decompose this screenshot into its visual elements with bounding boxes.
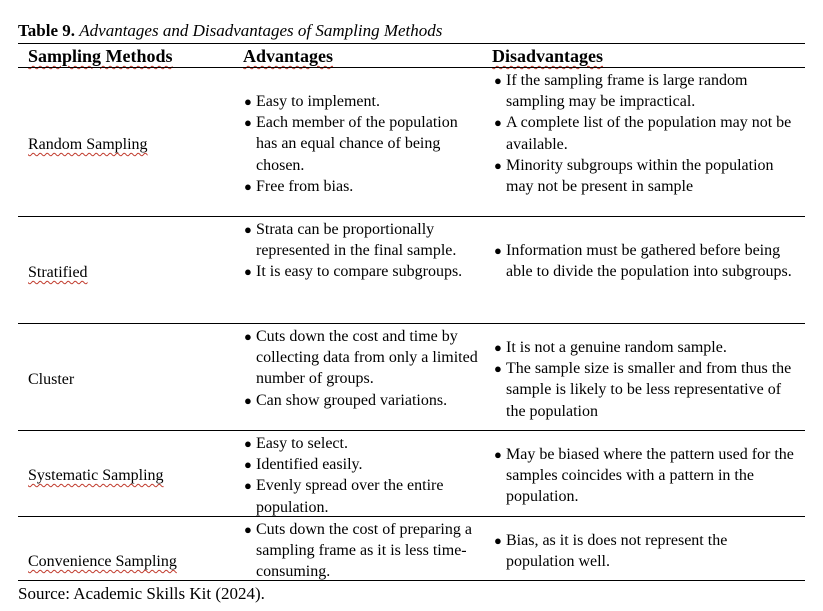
list-item: ● The sample size is smaller and from thus the sample is likely to be less representative of the population bbox=[494, 360, 792, 420]
table-top-rule bbox=[18, 43, 805, 44]
row-cluster-advantages bbox=[244, 326, 480, 411]
table-title: Advantages and Disadvantages of Sampling Methods bbox=[79, 21, 443, 40]
list-item: ● May be biased where the pattern used for the samples coincides with a pattern in the population. bbox=[494, 446, 794, 506]
header-advantages: Advantages bbox=[243, 46, 334, 66]
row-systematic-sampling-advantages bbox=[244, 433, 480, 518]
list-item: ● Minority subgroups within the population may not be present in sample bbox=[494, 156, 774, 196]
bullet-icon: ● bbox=[494, 447, 502, 462]
list-item: ● Easy to select. bbox=[244, 433, 480, 454]
bullet-icon: ● bbox=[244, 115, 252, 131]
table-source: Source: Academic Skills Kit (2024). bbox=[18, 584, 265, 603]
bullet-icon: ● bbox=[494, 115, 502, 131]
list-item: ● Evenly spread over the entire population. bbox=[244, 477, 444, 516]
bullet-icon: ● bbox=[244, 436, 252, 451]
list-item: ● Can show grouped variations. bbox=[244, 390, 480, 411]
list-item: ● Identified easily. bbox=[244, 454, 480, 475]
row-stratified-disadvantages bbox=[494, 240, 794, 282]
bullet-icon: ● bbox=[494, 73, 502, 88]
row-convenience-sampling-method: Convenience Sampling bbox=[28, 553, 177, 570]
row-rule bbox=[18, 516, 805, 517]
row-rule bbox=[18, 323, 805, 324]
list-item: ● It is not a genuine random sample. bbox=[494, 337, 794, 358]
row-cluster-disadvantages bbox=[494, 337, 794, 422]
table-label: Table 9. bbox=[18, 21, 76, 40]
bullet-icon: ● bbox=[244, 522, 252, 537]
row-rule bbox=[18, 430, 805, 431]
row-convenience-sampling-advantages bbox=[244, 519, 480, 583]
row-cluster-method: Cluster bbox=[28, 371, 75, 388]
bullet-icon: ● bbox=[244, 478, 252, 494]
row-systematic-sampling-method: Systematic Sampling bbox=[28, 467, 164, 484]
bullet-icon: ● bbox=[494, 243, 502, 258]
list-item: ● Easy to implement. bbox=[244, 91, 480, 112]
row-random-sampling-disadvantages bbox=[494, 70, 794, 197]
bullet-icon: ● bbox=[244, 222, 252, 237]
list-item: ● Cuts down the cost of preparing a sampling frame as it is less time-consuming. bbox=[244, 521, 472, 581]
row-rule bbox=[18, 216, 805, 217]
list-item: ● Information must be gathered before being able to divide the population into subgroups. bbox=[494, 242, 792, 281]
header-sampling-methods: Sampling Methods bbox=[28, 46, 173, 66]
bullet-icon: ● bbox=[244, 264, 252, 280]
bullet-icon: ● bbox=[244, 329, 252, 344]
row-stratified-method: Stratified bbox=[28, 264, 88, 281]
list-item: ● If the sampling frame is large random sampling may be impractical. bbox=[494, 72, 748, 111]
row-random-sampling-method: Random Sampling bbox=[28, 136, 148, 153]
table-caption bbox=[18, 21, 442, 41]
row-random-sampling-advantages bbox=[244, 91, 480, 197]
list-item: ● Each member of the population has an equal chance of being chosen. bbox=[244, 114, 458, 174]
row-stratified-advantages bbox=[244, 219, 480, 283]
list-item: ● A complete list of the population may not be available. bbox=[494, 114, 792, 153]
row-systematic-sampling-disadvantages bbox=[494, 444, 794, 508]
list-item: ● Cuts down the cost and time by collecting data from only a limited number of groups. bbox=[244, 328, 478, 388]
header-disadvantages: Disadvantages bbox=[492, 46, 604, 66]
list-item: ● It is easy to compare subgroups. bbox=[244, 261, 480, 282]
row-convenience-sampling-disadvantages bbox=[494, 530, 794, 572]
list-item: ● Strata can be proportionally represented in the final sample. bbox=[244, 221, 457, 260]
bullet-icon: ● bbox=[244, 178, 252, 194]
bullet-icon: ● bbox=[244, 457, 252, 473]
bullet-icon: ● bbox=[244, 94, 252, 109]
header-rule bbox=[18, 67, 805, 68]
bullet-icon: ● bbox=[494, 533, 502, 548]
list-item: ● Free from bias. bbox=[244, 176, 480, 197]
bullet-icon: ● bbox=[494, 361, 502, 377]
bullet-icon: ● bbox=[494, 340, 502, 355]
bullet-icon: ● bbox=[244, 392, 252, 408]
list-item: ● Bias, as it is does not represent the population well. bbox=[494, 532, 728, 571]
table-bottom-rule bbox=[18, 580, 805, 581]
bullet-icon: ● bbox=[494, 157, 502, 173]
